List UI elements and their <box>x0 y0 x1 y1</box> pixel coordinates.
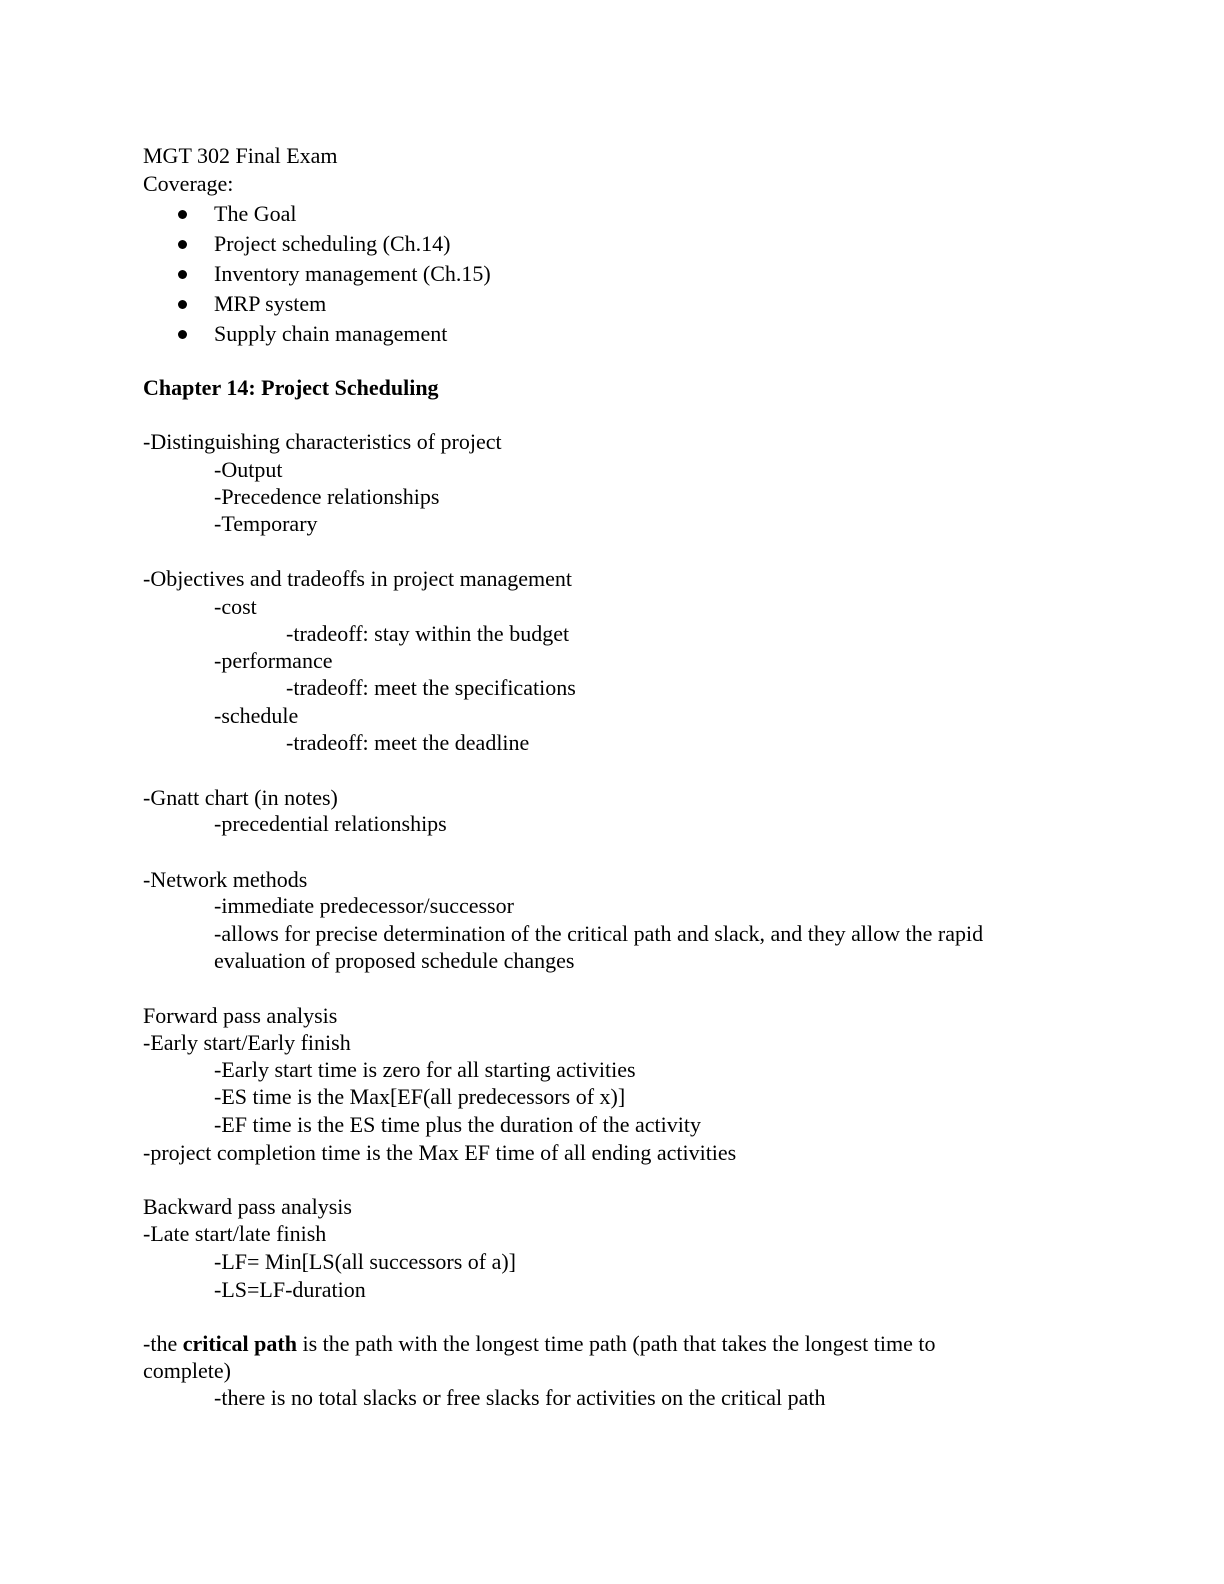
list-item: -there is no total slacks or free slacks for activities on the critical path <box>214 1385 826 1410</box>
section-heading: -Gnatt chart (in notes) <box>143 785 338 810</box>
bullet-icon <box>178 240 187 249</box>
list-item: -precedential relationships <box>214 811 447 836</box>
coverage-label: Coverage: <box>143 171 234 196</box>
critical-prefix: -the <box>143 1331 183 1356</box>
section-heading: -Objectives and tradeoffs in project management <box>143 566 573 591</box>
list-item: Supply chain management <box>214 321 448 346</box>
list-item: The Goal <box>214 201 297 226</box>
critical-path-definition <box>143 1331 935 1357</box>
list-item: evaluation of proposed schedule changes <box>214 948 575 973</box>
list-item: -Early start/Early finish <box>143 1030 351 1055</box>
critical-path-term: critical path <box>182 1331 297 1356</box>
list-item: -Late start/late finish <box>143 1221 327 1246</box>
list-item: -Precedence relationships <box>214 484 440 509</box>
list-item: -tradeoff: stay within the budget <box>286 621 570 646</box>
chapter-heading: Chapter 14: Project Scheduling <box>143 375 439 400</box>
list-item: -Temporary <box>214 511 318 536</box>
list-item: -Early start time is zero for all starting activities <box>214 1057 636 1082</box>
list-item: -EF time is the ES time plus the duration of the activity <box>214 1112 701 1137</box>
bullet-icon <box>178 330 187 339</box>
section-heading: Forward pass analysis <box>143 1003 338 1028</box>
critical-path-definition-cont: complete) <box>143 1358 231 1383</box>
section-heading: -Distinguishing characteristics of project <box>143 429 502 454</box>
bullet-icon <box>178 300 187 309</box>
list-item: -cost <box>214 594 257 619</box>
bullet-icon <box>178 210 187 219</box>
list-item: -performance <box>214 648 333 673</box>
list-item: MRP system <box>214 291 327 316</box>
list-item: -Output <box>214 457 283 482</box>
list-item: -tradeoff: meet the deadline <box>286 730 530 755</box>
section-heading: -Network methods <box>143 867 308 892</box>
list-item: -schedule <box>214 703 299 728</box>
list-item: -project completion time is the Max EF time of all ending activities <box>143 1140 737 1165</box>
list-item: -allows for precise determination of the critical path and slack, and they allow the rapid <box>214 921 984 946</box>
list-item: -immediate predecessor/successor <box>214 893 514 918</box>
list-item: -tradeoff: meet the specifications <box>286 675 576 700</box>
section-heading: Backward pass analysis <box>143 1194 352 1219</box>
bullet-icon <box>178 270 187 279</box>
list-item: Inventory management (Ch.15) <box>214 261 491 286</box>
list-item: Project scheduling (Ch.14) <box>214 231 451 256</box>
list-item: -ES time is the Max[EF(all predecessors of x)] <box>214 1084 626 1109</box>
document-title: MGT 302 Final Exam <box>143 143 338 168</box>
list-item: -LF= Min[LS(all successors of a)] <box>214 1249 517 1274</box>
list-item: -LS=LF-duration <box>214 1277 366 1302</box>
critical-suffix: is the path with the longest time path (path that takes the longest time to <box>296 1331 936 1356</box>
